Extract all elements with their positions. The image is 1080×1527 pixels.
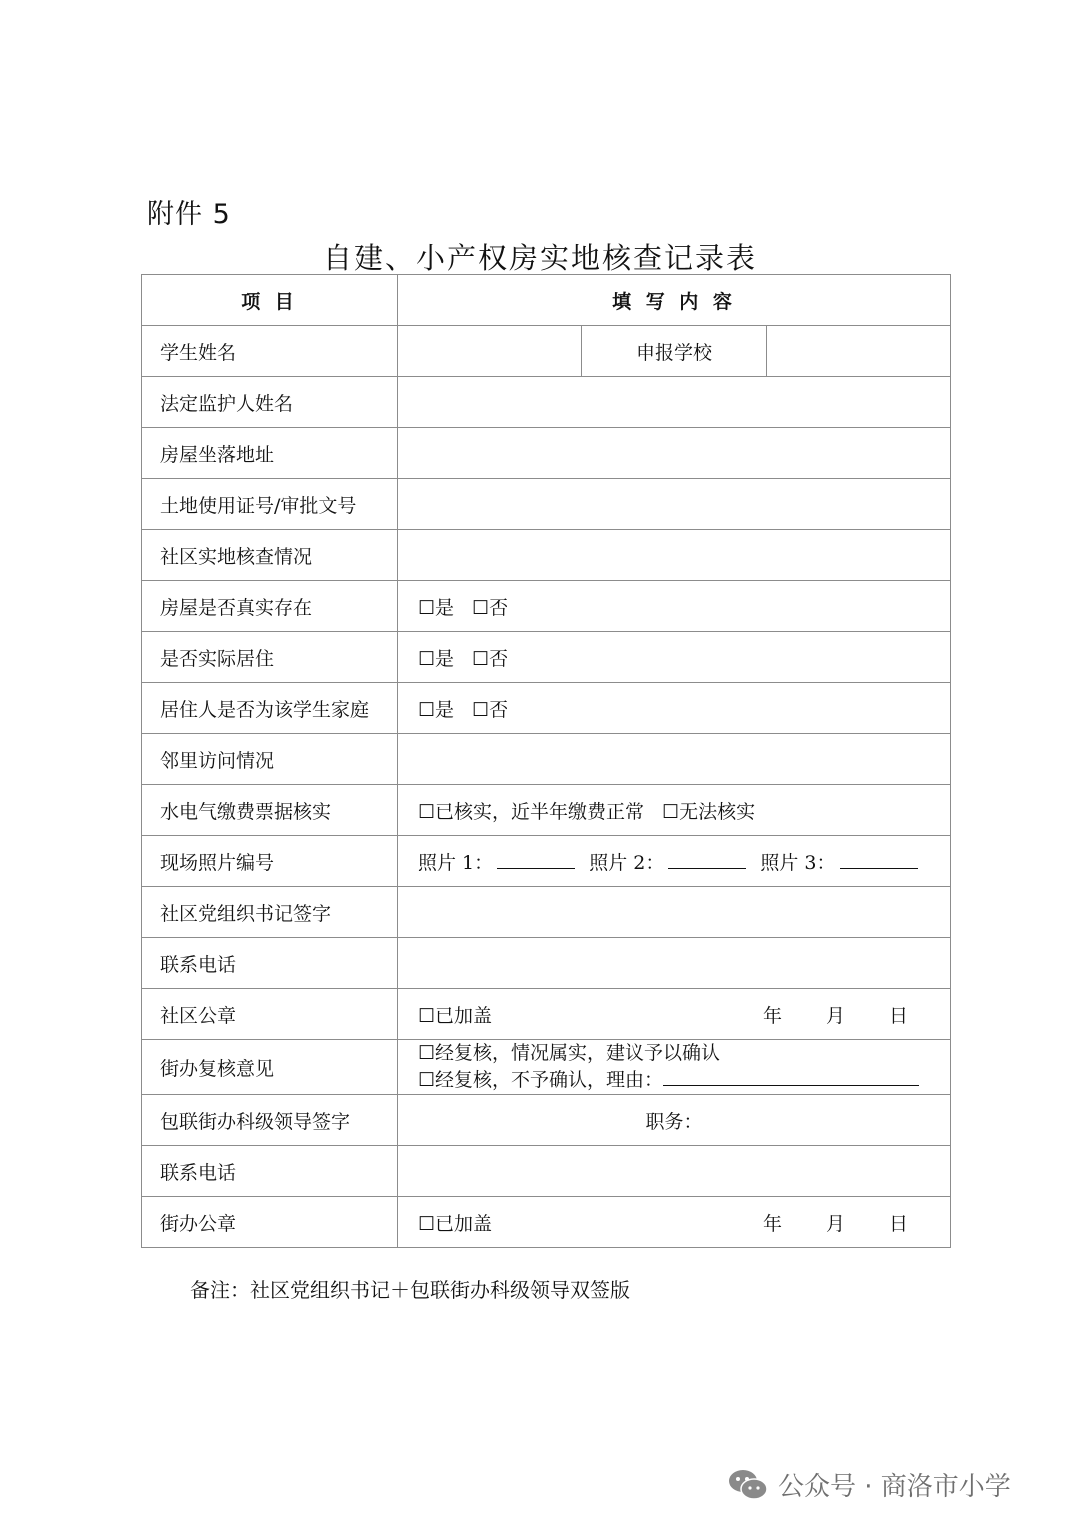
date-group <box>719 1001 908 1028</box>
phone-field[interactable] <box>398 938 951 989</box>
yes-checkbox[interactable]: ☐是 <box>418 698 455 721</box>
row-label: 邻里访问情况 <box>142 734 398 785</box>
table-row <box>142 683 951 734</box>
reason-blank[interactable] <box>663 1071 919 1086</box>
options-cell <box>398 683 951 734</box>
school-field[interactable] <box>767 326 951 377</box>
row-label: 房屋坐落地址 <box>142 428 398 479</box>
day-label: 日 <box>889 1212 909 1235</box>
table-row <box>142 1146 951 1197</box>
row-label: 包联街办科级领导签字 <box>142 1095 398 1146</box>
table-row <box>142 785 951 836</box>
options-cell <box>398 632 951 683</box>
guardian-name-field[interactable] <box>398 377 951 428</box>
form-title: 自建、小产权房实地核查记录表 <box>322 241 757 275</box>
photo-2-label: 照片 2： <box>589 851 665 874</box>
table-row <box>142 989 951 1040</box>
year-label: 年 <box>762 1004 782 1027</box>
watermark-footer <box>728 1466 1011 1503</box>
header-row <box>142 275 951 326</box>
options-cell <box>398 581 951 632</box>
row-label: 学生姓名 <box>142 326 398 377</box>
table-row <box>142 377 951 428</box>
header-item: 项 目 <box>142 275 398 326</box>
row-label: 现场照片编号 <box>142 836 398 887</box>
row-label: 街办复核意见 <box>142 1040 398 1095</box>
table-row <box>142 1197 951 1248</box>
table-row <box>142 938 951 989</box>
row-label: 联系电话 <box>142 1146 398 1197</box>
date-group <box>719 1209 908 1236</box>
wechat-icon <box>728 1468 768 1502</box>
secretary-signature-field[interactable] <box>398 887 951 938</box>
reject-checkbox[interactable]: ☐经复核，不予确认，理由： <box>418 1069 664 1091</box>
month-label: 月 <box>826 1004 846 1027</box>
no-checkbox[interactable]: ☐否 <box>472 647 509 670</box>
row-label: 水电气缴费票据核实 <box>142 785 398 836</box>
leader-signature-cell[interactable] <box>398 1095 951 1146</box>
footer-text: 公众号 · 商洛市小学 <box>778 1472 1011 1502</box>
table-row <box>142 479 951 530</box>
verification-form-table <box>141 274 951 1248</box>
stamped-checkbox[interactable]: ☐已加盖 <box>418 1212 493 1235</box>
table-row <box>142 428 951 479</box>
address-field[interactable] <box>398 428 951 479</box>
yes-checkbox[interactable]: ☐是 <box>418 596 455 619</box>
row-label: 联系电话 <box>142 938 398 989</box>
photo-cell <box>398 836 951 887</box>
table-row <box>142 581 951 632</box>
table-row <box>142 530 951 581</box>
row-label: 社区实地核查情况 <box>142 530 398 581</box>
table-row <box>142 734 951 785</box>
table-row <box>142 1095 951 1146</box>
no-checkbox[interactable]: ☐否 <box>472 596 509 619</box>
row-label: 房屋是否真实存在 <box>142 581 398 632</box>
header-content: 填 写 内 容 <box>398 275 951 326</box>
photo-2-blank[interactable] <box>668 854 746 869</box>
table-row <box>142 326 951 377</box>
footnote: 备注：社区党组织书记＋包联街办科级领导双签版 <box>190 1278 630 1302</box>
no-checkbox[interactable]: ☐否 <box>472 698 509 721</box>
photo-3-blank[interactable] <box>840 854 918 869</box>
photo-3-label: 照片 3： <box>760 851 836 874</box>
phone-field[interactable] <box>398 1146 951 1197</box>
land-cert-field[interactable] <box>398 479 951 530</box>
table-row <box>142 836 951 887</box>
row-label: 社区公章 <box>142 989 398 1040</box>
photo-1-label: 照片 1： <box>418 851 494 874</box>
yes-checkbox[interactable]: ☐是 <box>418 647 455 670</box>
reject-line <box>418 1067 950 1094</box>
month-label: 月 <box>826 1212 846 1235</box>
options-cell <box>398 785 951 836</box>
table-row <box>142 1040 951 1095</box>
verified-checkbox[interactable]: ☐已核实，近半年缴费正常 <box>418 800 645 823</box>
table-row <box>142 887 951 938</box>
school-label: 申报学校 <box>582 326 767 377</box>
review-cell <box>398 1040 951 1095</box>
row-label: 土地使用证号/审批文号 <box>142 479 398 530</box>
stamped-checkbox[interactable]: ☐已加盖 <box>418 1004 493 1027</box>
row-label: 街办公章 <box>142 1197 398 1248</box>
year-label: 年 <box>762 1212 782 1235</box>
attachment-label: 附件 5 <box>147 199 231 230</box>
table-row <box>142 632 951 683</box>
position-label: 职务： <box>645 1110 703 1133</box>
row-label: 居住人是否为该学生家庭 <box>142 683 398 734</box>
row-label: 法定监护人姓名 <box>142 377 398 428</box>
row-label: 是否实际居住 <box>142 632 398 683</box>
inspection-field[interactable] <box>398 530 951 581</box>
stamp-cell <box>398 1197 951 1248</box>
row-label: 社区党组织书记签字 <box>142 887 398 938</box>
stamp-cell <box>398 989 951 1040</box>
confirm-checkbox[interactable]: ☐经复核，情况属实，建议予以确认 <box>418 1042 721 1064</box>
photo-1-blank[interactable] <box>497 854 575 869</box>
day-label: 日 <box>889 1004 909 1027</box>
student-name-field[interactable] <box>398 326 582 377</box>
neighbor-visit-field[interactable] <box>398 734 951 785</box>
unverifiable-checkbox[interactable]: ☐无法核实 <box>662 800 756 823</box>
